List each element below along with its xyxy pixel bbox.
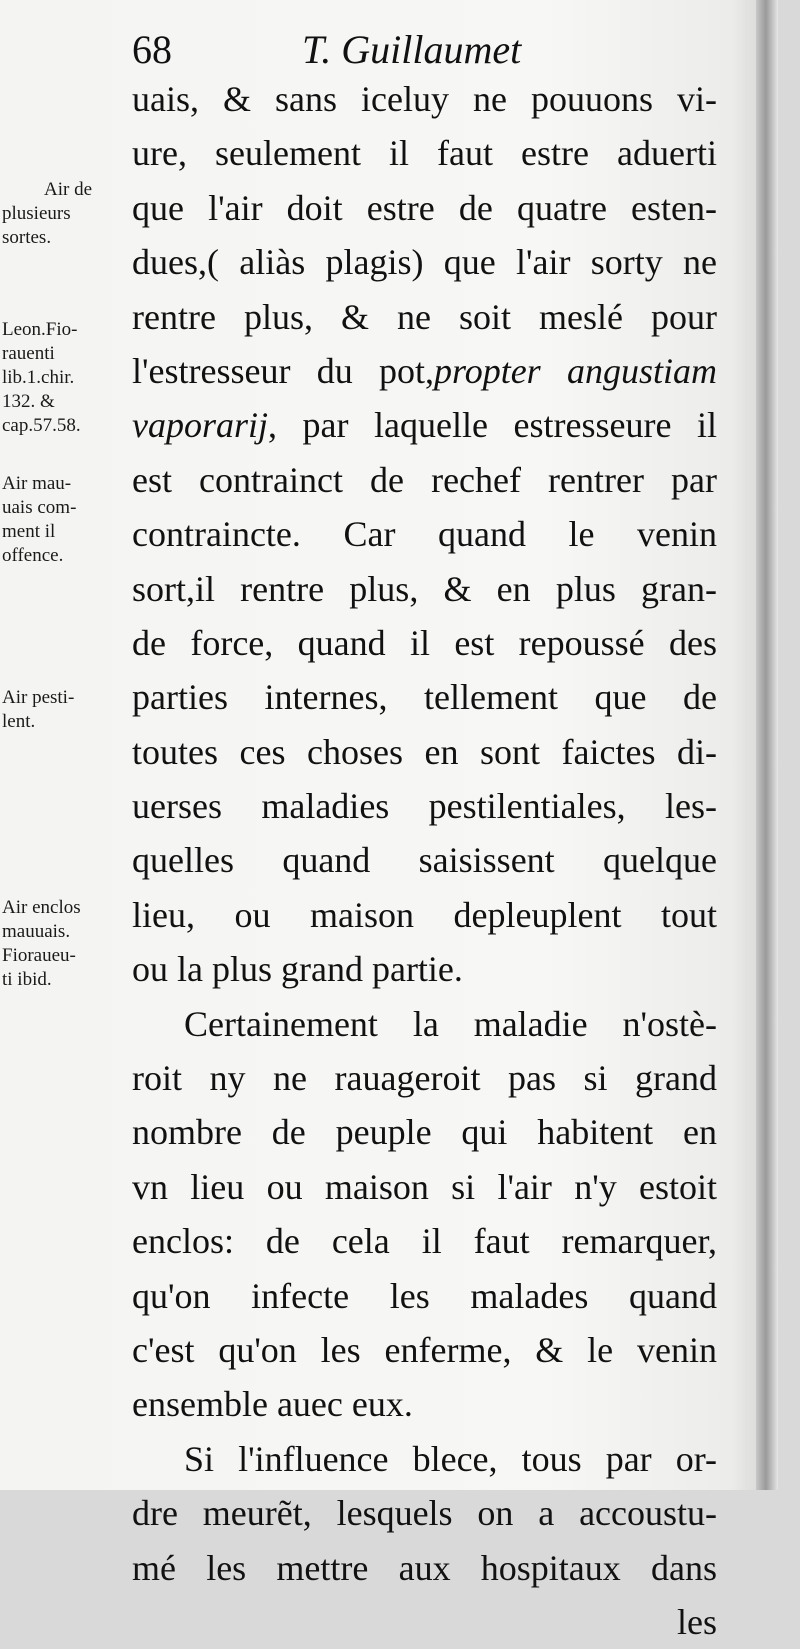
margin-note-air-de-plusieurs-sortes: [2, 178, 127, 250]
margin-note-line: Air pesti-: [2, 687, 75, 708]
margin-note-air-enclos: [2, 896, 127, 992]
body-line: qu'on infecte les malades quand: [132, 1275, 717, 1316]
body-line: quelles quand saisissent quelque: [132, 840, 717, 881]
running-title: T. Guillaumet: [302, 27, 522, 72]
body-line-segment: , par laquelle estresseure il: [268, 405, 717, 446]
margin-note-air-pestilent: [2, 686, 127, 734]
body-line: est contrainct de rechef rentrer par: [132, 459, 717, 500]
body-line-italic: propter angustiam: [434, 350, 717, 391]
margin-note-line: Fioraueu-: [2, 945, 76, 966]
margin-note-line: Air de: [44, 179, 93, 200]
margin-note-line: cap.57.58.: [2, 415, 81, 436]
body-line: mé les mettre aux hospitaux dans: [132, 1547, 717, 1588]
body-line: Si l'influence blece, tous par or-: [184, 1438, 717, 1479]
body-line: c'est qu'on les enferme, & le venin: [132, 1329, 717, 1370]
body-line: roit ny ne rauageroit pas si grand: [132, 1058, 717, 1099]
body-line: dues,( aliàs plagis) que l'air sorty ne: [132, 242, 717, 283]
margin-note-line: plusieurs: [2, 203, 71, 224]
body-line: [132, 398, 717, 452]
body-line: de force, quand il est repoussé des: [132, 622, 717, 663]
body-line: ou la plus grand partie.: [132, 949, 463, 990]
body-line: lieu, ou maison depleuplent tout: [132, 894, 717, 935]
body-line: parties internes, tellement que de: [132, 677, 717, 718]
margin-note-line: mauuais.: [2, 921, 71, 942]
margin-note-line: rauenti: [2, 343, 55, 364]
margin-note-line: lib.1.chir.: [2, 367, 75, 388]
body-line: [132, 344, 717, 398]
body-line: uais, & sans iceluy ne pouuons vi-: [132, 79, 717, 119]
running-head: [132, 20, 572, 80]
body-line: contraincte. Car quand le venin: [132, 514, 717, 555]
margin-note-line: 132. &: [2, 391, 55, 412]
body-line: sort,il rentre plus, & en plus gran-: [132, 568, 717, 609]
margin-note-line: Air enclos: [2, 897, 81, 918]
page-edge-shadow: [756, 0, 778, 1490]
body-line: ure, seulement il faut estre aduerti: [132, 133, 717, 174]
margin-note-leon-fioraventi: [2, 318, 127, 438]
body-line-segment: l'estresseur du pot,: [132, 350, 435, 391]
margin-note-line: Air mau-: [2, 473, 72, 494]
body-line: rentre plus, & ne soit meslé pour: [132, 296, 717, 337]
margin-note-line: lent.: [2, 711, 36, 732]
body-line: dre meurẽt, lesquels on a accoustu-: [132, 1493, 717, 1534]
body-line: enclos: de cela il faut remarquer,: [132, 1221, 717, 1262]
body-line: toutes ces choses en sont faictes di-: [132, 731, 717, 772]
margin-note-line: uais com-: [2, 497, 77, 518]
body-line-italic: vaporarij: [132, 405, 269, 446]
margin-note-line: ment il: [2, 521, 56, 542]
body-text: [132, 72, 717, 1649]
body-line: uerses maladies pestilentiales, les-: [132, 786, 717, 827]
margin-note-line: sortes.: [2, 227, 52, 248]
margin-note-air-mauuais: [2, 472, 127, 568]
margin-note-line: ti ibid.: [2, 969, 52, 990]
margin-note-line: Leon.Fio-: [2, 319, 78, 340]
body-line: que l'air doit estre de quatre esten-: [132, 187, 717, 228]
body-line: ensemble auec eux.: [132, 1384, 413, 1425]
page-number: 68: [132, 27, 172, 72]
body-line: nombre de peuple qui habitent en: [132, 1112, 717, 1153]
body-line: vn lieu ou maison si l'air n'y estoit: [132, 1166, 717, 1207]
margin-note-line: offence.: [2, 545, 64, 566]
body-line: Certainement la maladie n'ostè-: [184, 1003, 717, 1044]
catchword: les: [677, 1601, 717, 1642]
